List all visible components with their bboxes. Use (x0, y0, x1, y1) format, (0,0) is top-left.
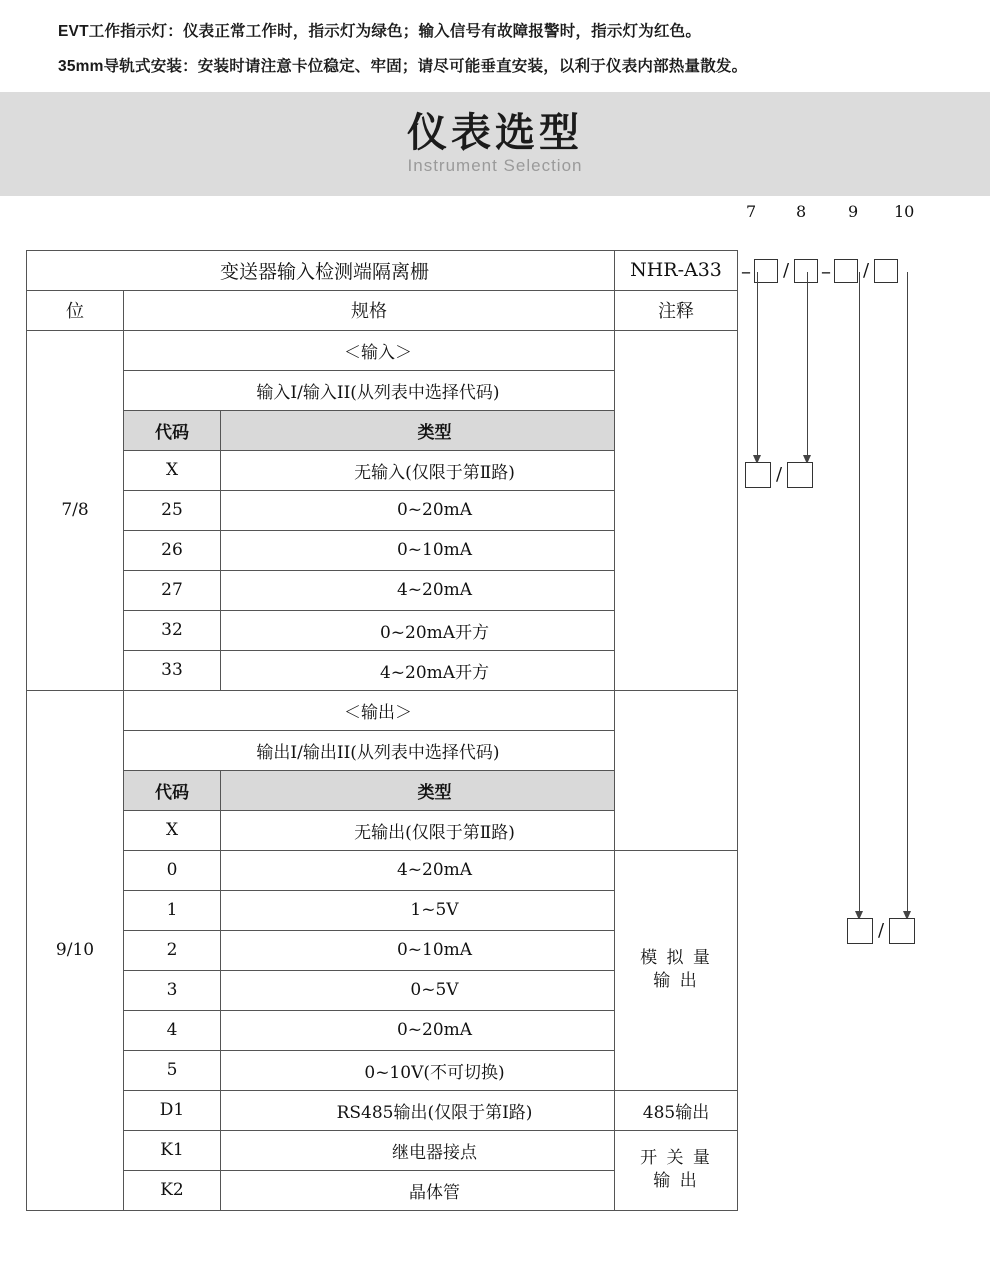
row-type: 0~10mA (221, 530, 615, 570)
row-code: 0 (124, 850, 221, 890)
header-spec: 规格 (124, 290, 615, 330)
note-switch-output (615, 1130, 738, 1210)
row-code: X (124, 810, 221, 850)
model-slash-1: / (782, 260, 790, 282)
target-boxes-7-8 (745, 462, 813, 488)
target-slash-7-8: / (775, 464, 783, 486)
section-banner (0, 92, 990, 196)
arrow-digit-9 (859, 272, 860, 912)
model-dash-1: – (741, 258, 751, 283)
target-box-10[interactable] (889, 918, 915, 944)
row-code: D1 (124, 1090, 221, 1130)
group-section-desc-input: 输入I/输入II(从列表中选择代码) (124, 370, 615, 410)
row-code: 1 (124, 890, 221, 930)
row-type: 无输出(仅限于第Ⅱ路) (221, 810, 615, 850)
group-note-output-blank (615, 690, 738, 850)
target-boxes-9-10 (847, 918, 915, 944)
arrow-digit-7 (757, 272, 758, 456)
row-code: 25 (124, 490, 221, 530)
table-row (27, 850, 738, 890)
row-code: 26 (124, 530, 221, 570)
row-code: 27 (124, 570, 221, 610)
table-row (27, 1090, 738, 1130)
row-code: K1 (124, 1130, 221, 1170)
top-notes (0, 0, 990, 78)
row-type: 4~20mA (221, 570, 615, 610)
row-type: RS485输出(仅限于第Ⅰ路) (221, 1090, 615, 1130)
row-type: 0~20mA (221, 490, 615, 530)
target-box-7[interactable] (745, 462, 771, 488)
row-type: 0~20mA开方 (221, 610, 615, 650)
row-type: 4~20mA (221, 850, 615, 890)
group-position-7-8: 7/8 (27, 330, 124, 690)
digit-label-7: 7 (746, 201, 757, 221)
banner-title-en: Instrument Selection (407, 155, 583, 175)
row-code: 2 (124, 930, 221, 970)
group-position-9-10: 9/10 (27, 690, 124, 1210)
note-line-2: 35mm导轨式安装：安装时请注意卡位稳定、牢固；请尽可能垂直安装，以利于仪表内部热量散发。 (58, 57, 748, 75)
note-line-1: EVT工作指示灯：仪表正常工作时，指示灯为绿色；输入信号有故障报警时，指示灯为红色。 (58, 23, 702, 40)
arrow-digit-10 (907, 272, 908, 912)
row-type: 继电器接点 (221, 1130, 615, 1170)
selection-table (26, 250, 738, 1211)
model-slash-2: / (862, 260, 870, 282)
row-code: 3 (124, 970, 221, 1010)
header-note: 注释 (615, 290, 738, 330)
note-analog-line1: 模 拟 量 (640, 948, 712, 969)
row-type: 无输入(仅限于第Ⅱ路) (221, 450, 615, 490)
row-code: K2 (124, 1170, 221, 1210)
product-name-cell: 变送器输入检测端隔离栅 (27, 250, 615, 290)
note-switch-line2: 输 出 (653, 1171, 699, 1192)
model-box-10[interactable] (874, 259, 898, 283)
banner-title-cn: 仪表选型 (407, 109, 583, 156)
digit-label-9: 9 (848, 201, 859, 221)
selection-area (0, 201, 990, 1230)
digit-label-8: 8 (796, 201, 807, 221)
row-code: 5 (124, 1050, 221, 1090)
note-analog-line2: 输 出 (653, 971, 699, 992)
type-header-output: 类型 (221, 770, 615, 810)
note-analog-output (615, 850, 738, 1090)
group-section-desc-output: 输出I/输出II(从列表中选择代码) (124, 730, 615, 770)
target-slash-9-10: / (877, 920, 885, 942)
row-type: 0~10V(不可切换) (221, 1050, 615, 1090)
model-code-row (738, 250, 898, 292)
model-box-8[interactable] (794, 259, 818, 283)
group-section-title-output: ＜输出＞ (124, 690, 615, 730)
code-header-input: 代码 (124, 410, 221, 450)
target-box-8[interactable] (787, 462, 813, 488)
row-type: 4~20mA开方 (221, 650, 615, 690)
note-switch-line1: 开 关 量 (640, 1148, 712, 1169)
row-code: X (124, 450, 221, 490)
type-header-input: 类型 (221, 410, 615, 450)
table-row (27, 690, 738, 730)
model-cell: NHR-A33 (615, 250, 738, 290)
row-code: 32 (124, 610, 221, 650)
table-row (27, 1130, 738, 1170)
table-row-title (27, 250, 738, 290)
model-dash-2: – (821, 258, 831, 283)
row-type: 晶体管 (221, 1170, 615, 1210)
code-header-output: 代码 (124, 770, 221, 810)
note-485-output: 485输出 (615, 1090, 738, 1130)
model-box-9[interactable] (834, 259, 858, 283)
arrow-digit-8 (807, 272, 808, 456)
header-position: 位 (27, 290, 124, 330)
table-row (27, 330, 738, 370)
row-code: 33 (124, 650, 221, 690)
target-box-9[interactable] (847, 918, 873, 944)
digit-label-10: 10 (894, 201, 915, 221)
group-section-title-input: ＜输入＞ (124, 330, 615, 370)
row-type: 0~20mA (221, 1010, 615, 1050)
row-type: 1~5V (221, 890, 615, 930)
group-note-input (615, 330, 738, 690)
table-row-headers (27, 290, 738, 330)
row-code: 4 (124, 1010, 221, 1050)
row-type: 0~10mA (221, 930, 615, 970)
row-type: 0~5V (221, 970, 615, 1010)
